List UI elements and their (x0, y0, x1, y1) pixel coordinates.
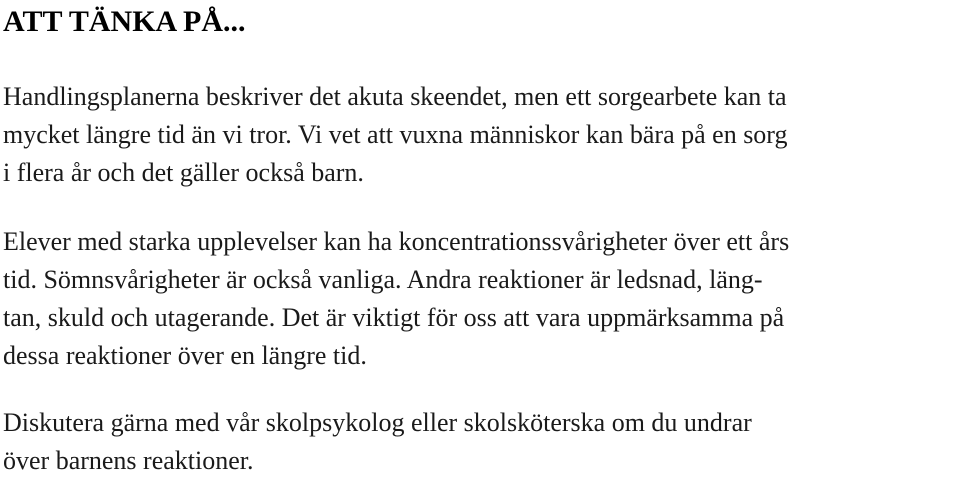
paragraph-grief-work (3, 78, 788, 192)
paragraph-line: mycket längre tid än vi tror. Vi vet att vuxna människor kan bära på en sorg (3, 120, 788, 149)
paragraph-student-reactions (3, 223, 789, 375)
paragraph-line: dessa reaktioner över en längre tid. (3, 341, 367, 370)
paragraph-line: över barnens reaktioner. (3, 446, 254, 475)
paragraph-line: tan, skuld och utagerande. Det är viktigt för oss att vara uppmärksamma på (3, 303, 785, 332)
paragraph-line: Elever med starka upplevelser kan ha koncentrationssvårigheter över ett års (3, 227, 790, 256)
paragraph-line: tid. Sömnsvårigheter är också vanliga. Andra reaktioner är ledsnad, läng- (3, 265, 763, 294)
paragraph-line: Diskutera gärna med vår skolpsykolog eller skolsköterska om du undrar (3, 408, 752, 437)
paragraph-line: i flera år och det gäller också barn. (3, 158, 364, 187)
page-title: ATT TÄNKA PÅ... (3, 5, 246, 38)
paragraph-line: Handlingsplanerna beskriver det akuta skeendet, men ett sorgearbete kan ta (3, 82, 787, 111)
